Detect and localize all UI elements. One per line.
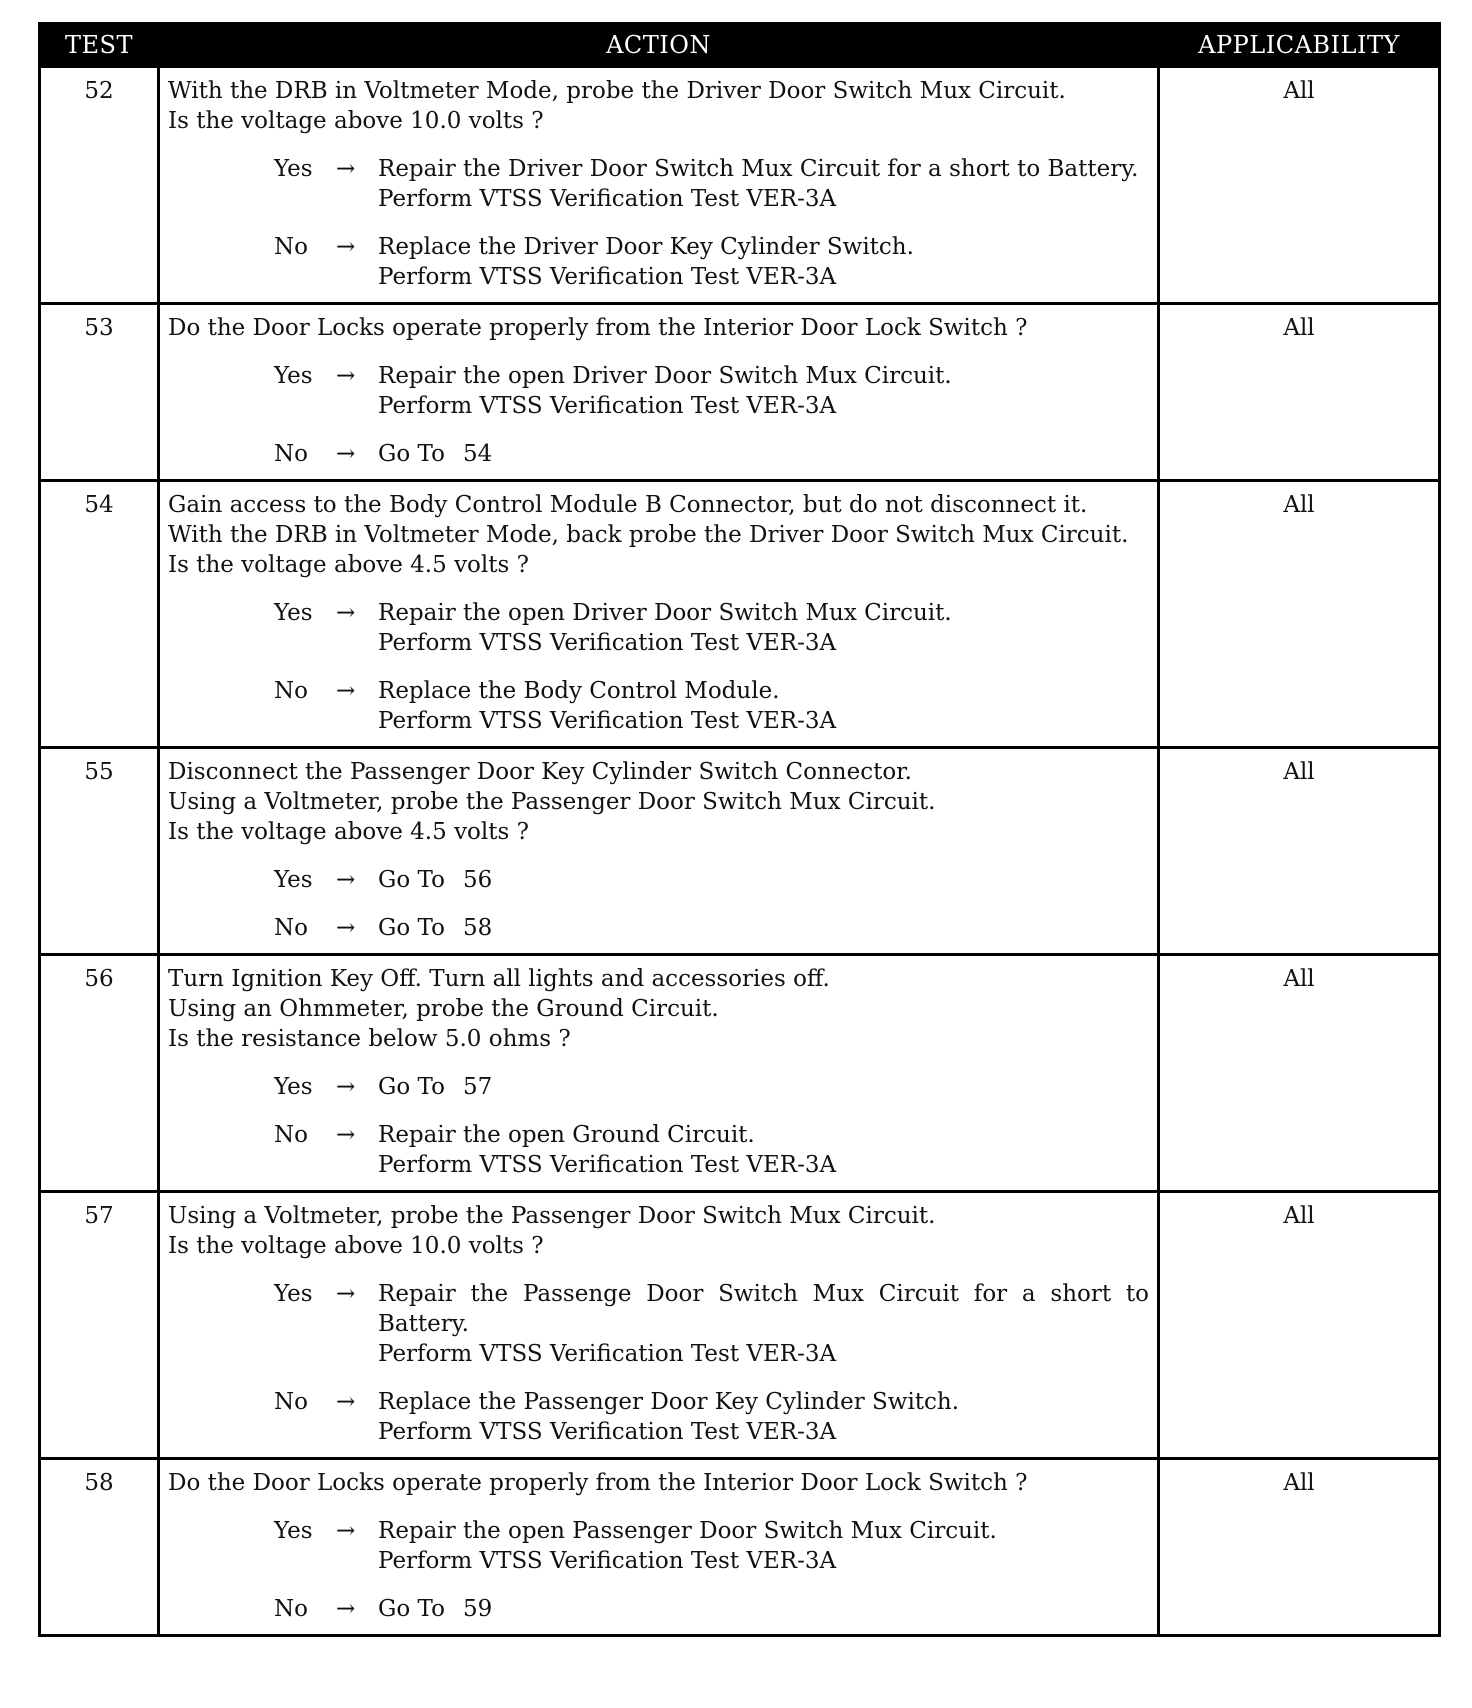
goto-text: Go To	[378, 1074, 445, 1100]
goto-line	[378, 1072, 1149, 1102]
yes-branch	[274, 598, 1149, 658]
action-cell	[159, 481, 1159, 748]
no-branch	[274, 1120, 1149, 1180]
applicability-cell: All	[1159, 67, 1440, 304]
question-line: Do the Door Locks operate properly from the Interior Door Lock Switch ?	[168, 315, 1028, 341]
applicability-cell: All	[1159, 1192, 1440, 1459]
test-number: 57	[40, 1192, 159, 1459]
result-line: Repair the open Driver Door Switch Mux Circuit.	[378, 600, 952, 626]
header-test: TEST	[40, 24, 159, 67]
right-arrow-icon: →	[336, 234, 356, 260]
result-line: Repair the open Passenger Door Switch Mux Circuit.	[378, 1518, 997, 1544]
goto-text: Go To	[378, 867, 445, 893]
yes-result	[378, 361, 1149, 421]
right-arrow-icon: →	[336, 1596, 356, 1622]
yes-branch	[274, 1072, 1149, 1102]
result-line: Perform VTSS Verification Test VER-3A	[378, 264, 837, 290]
goto-test-number[interactable]: 58	[462, 915, 493, 941]
question-line: Is the voltage above 4.5 volts ?	[168, 819, 529, 845]
right-arrow-icon: →	[336, 678, 356, 704]
question-line: Turn Ignition Key Off. Turn all lights and accessories off.	[168, 966, 830, 992]
no-branch	[274, 439, 1149, 469]
goto-test-number[interactable]: 56	[462, 867, 493, 893]
header-applicability: APPLICABILITY	[1159, 24, 1440, 67]
no-result	[378, 1594, 1149, 1624]
no-branch	[274, 676, 1149, 736]
right-arrow-icon: →	[336, 915, 356, 941]
applicability-cell: All	[1159, 955, 1440, 1192]
result-line: Perform VTSS Verification Test VER-3A	[378, 1419, 837, 1445]
no-branch	[274, 1387, 1149, 1447]
result-line: Repair the Passenge Door Switch Mux Circuit for a short to Battery.	[378, 1281, 1149, 1337]
test-number: 55	[40, 748, 159, 955]
result-line: Perform VTSS Verification Test VER-3A	[378, 393, 837, 419]
table-row	[40, 481, 1440, 748]
no-result	[378, 232, 1149, 292]
table-header	[40, 24, 1440, 67]
no-branch	[274, 913, 1149, 943]
no-label: No	[274, 1122, 308, 1148]
test-number: 52	[40, 67, 159, 304]
no-branch	[274, 1594, 1149, 1624]
right-arrow-icon: →	[336, 1389, 356, 1415]
goto-test-number[interactable]: 59	[462, 1596, 493, 1622]
result-line: Repair the open Ground Circuit.	[378, 1122, 755, 1148]
question-line: Gain access to the Body Control Module B Connector, but do not disconnect it.	[168, 492, 1088, 518]
right-arrow-icon: →	[336, 600, 356, 626]
table-row	[40, 955, 1440, 1192]
right-arrow-icon: →	[336, 363, 356, 389]
action-cell	[159, 67, 1159, 304]
action-cell	[159, 1192, 1159, 1459]
applicability-cell: All	[1159, 481, 1440, 748]
question-line: Using a Voltmeter, probe the Passenger Door Switch Mux Circuit.	[168, 789, 936, 815]
test-number: 54	[40, 481, 159, 748]
question-line: Is the resistance below 5.0 ohms ?	[168, 1026, 571, 1052]
question-line: Using a Voltmeter, probe the Passenger Door Switch Mux Circuit.	[168, 1203, 936, 1229]
question-line: Do the Door Locks operate properly from the Interior Door Lock Switch ?	[168, 1470, 1028, 1496]
right-arrow-icon: →	[336, 156, 356, 182]
test-number: 56	[40, 955, 159, 1192]
applicability-cell: All	[1159, 304, 1440, 481]
header-action: ACTION	[159, 24, 1159, 67]
table-row	[40, 67, 1440, 304]
yes-branch	[274, 865, 1149, 895]
yes-result	[378, 1072, 1149, 1102]
yes-branch	[274, 361, 1149, 421]
result-line: Repair the open Driver Door Switch Mux Circuit.	[378, 363, 952, 389]
question-line: Disconnect the Passenger Door Key Cylinder Switch Connector.	[168, 759, 912, 785]
no-branch	[274, 232, 1149, 292]
question-line: With the DRB in Voltmeter Mode, back probe the Driver Door Switch Mux Circuit.	[168, 522, 1129, 548]
action-cell	[159, 304, 1159, 481]
yes-label: Yes	[274, 600, 313, 626]
no-label: No	[274, 915, 308, 941]
no-result	[378, 913, 1149, 943]
result-line: Perform VTSS Verification Test VER-3A	[378, 630, 837, 656]
table-row	[40, 1192, 1440, 1459]
action-cell	[159, 748, 1159, 955]
right-arrow-icon: →	[336, 1074, 356, 1100]
yes-result	[378, 154, 1149, 214]
result-line: Perform VTSS Verification Test VER-3A	[378, 1152, 837, 1178]
no-label: No	[274, 1596, 308, 1622]
no-label: No	[274, 441, 308, 467]
goto-line	[378, 1594, 1149, 1624]
no-label: No	[274, 1389, 308, 1415]
test-number: 58	[40, 1459, 159, 1636]
table-body	[40, 67, 1440, 1636]
yes-result	[378, 1279, 1149, 1369]
yes-label: Yes	[274, 363, 313, 389]
no-label: No	[274, 234, 308, 260]
result-line: Replace the Body Control Module.	[378, 678, 780, 704]
procedure-sheet	[38, 22, 1438, 1637]
right-arrow-icon: →	[336, 1518, 356, 1544]
yes-label: Yes	[274, 1074, 313, 1100]
question-line: With the DRB in Voltmeter Mode, probe the Driver Door Switch Mux Circuit.	[168, 78, 1066, 104]
goto-text: Go To	[378, 441, 445, 467]
right-arrow-icon: →	[336, 1281, 356, 1307]
question-line: Using an Ohmmeter, probe the Ground Circuit.	[168, 996, 719, 1022]
question-line: Is the voltage above 10.0 volts ?	[168, 1233, 544, 1259]
yes-result	[378, 1516, 1149, 1576]
result-line: Replace the Driver Door Key Cylinder Switch.	[378, 234, 914, 260]
yes-branch	[274, 154, 1149, 214]
yes-result	[378, 598, 1149, 658]
goto-test-number[interactable]: 57	[462, 1074, 493, 1100]
no-label: No	[274, 678, 308, 704]
right-arrow-icon: →	[336, 1122, 356, 1148]
result-line: Perform VTSS Verification Test VER-3A	[378, 1341, 837, 1367]
yes-branch	[274, 1279, 1149, 1369]
test-number: 53	[40, 304, 159, 481]
table-row	[40, 304, 1440, 481]
question-line: Is the voltage above 4.5 volts ?	[168, 552, 529, 578]
goto-test-number[interactable]: 54	[462, 441, 493, 467]
action-cell	[159, 955, 1159, 1192]
result-line: Perform VTSS Verification Test VER-3A	[378, 186, 837, 212]
no-result	[378, 439, 1149, 469]
procedure-table	[38, 22, 1441, 1637]
goto-line	[378, 865, 1149, 895]
yes-label: Yes	[274, 867, 313, 893]
yes-label: Yes	[274, 156, 313, 182]
yes-label: Yes	[274, 1281, 313, 1307]
goto-line	[378, 439, 1149, 469]
applicability-cell: All	[1159, 1459, 1440, 1636]
no-result	[378, 1387, 1149, 1447]
result-line: Perform VTSS Verification Test VER-3A	[378, 708, 837, 734]
goto-line	[378, 913, 1149, 943]
result-line: Replace the Passenger Door Key Cylinder Switch.	[378, 1389, 960, 1415]
no-result	[378, 676, 1149, 736]
yes-label: Yes	[274, 1518, 313, 1544]
table-row	[40, 748, 1440, 955]
table-row	[40, 1459, 1440, 1636]
result-line: Repair the Driver Door Switch Mux Circuit for a short to Battery.	[378, 156, 1139, 182]
right-arrow-icon: →	[336, 441, 356, 467]
applicability-cell: All	[1159, 748, 1440, 955]
yes-branch	[274, 1516, 1149, 1576]
no-result	[378, 1120, 1149, 1180]
yes-result	[378, 865, 1149, 895]
question-line: Is the voltage above 10.0 volts ?	[168, 108, 544, 134]
result-line: Perform VTSS Verification Test VER-3A	[378, 1548, 837, 1574]
right-arrow-icon: →	[336, 867, 356, 893]
goto-text: Go To	[378, 1596, 445, 1622]
goto-text: Go To	[378, 915, 445, 941]
action-cell	[159, 1459, 1159, 1636]
